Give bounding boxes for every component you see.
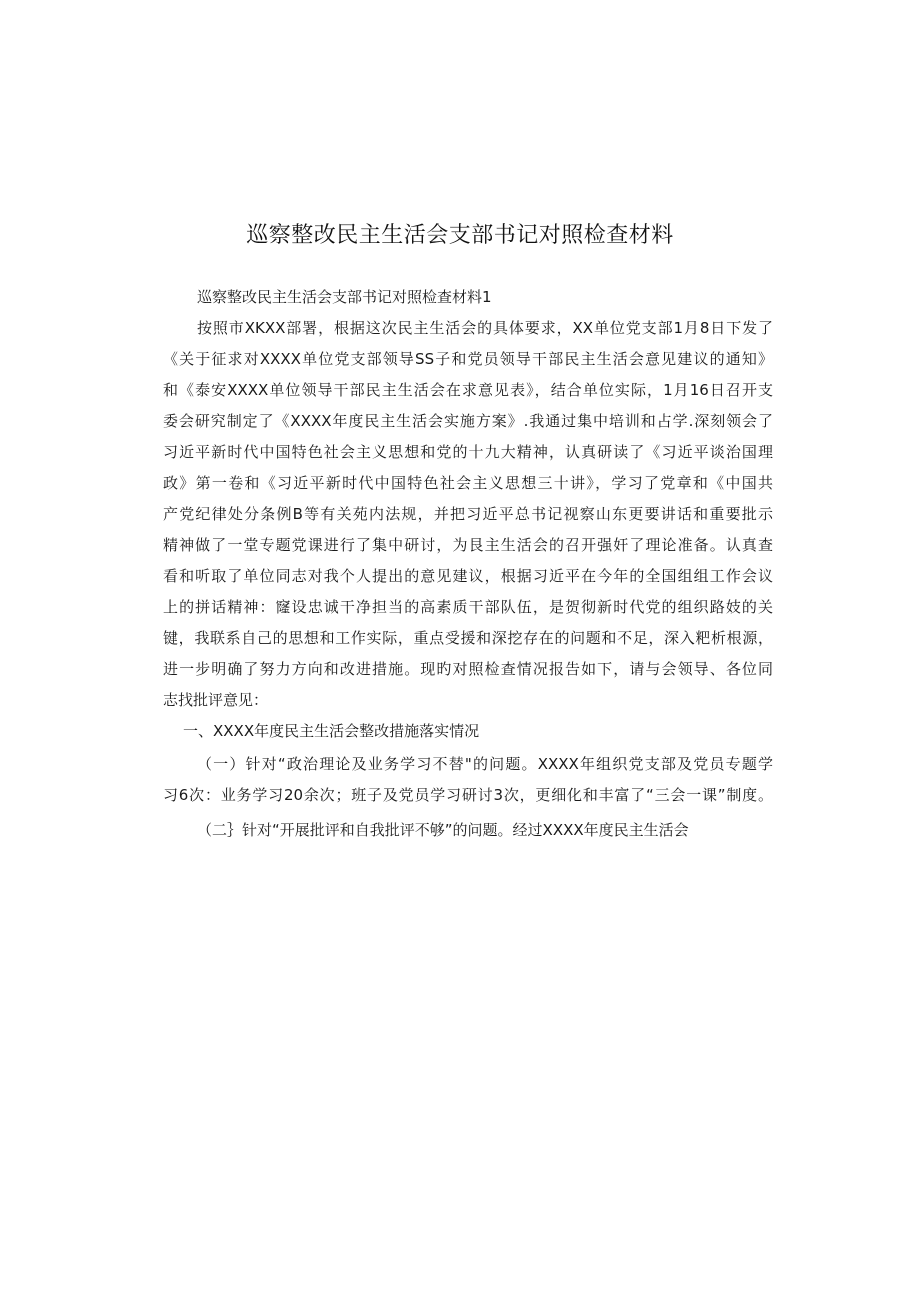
paragraph-line: 精神做了一堂专题党课进行了集中研讨，为艮主生活会的召开强奸了理论准备。认真查 bbox=[163, 536, 773, 554]
paragraph-line: 看和听取了单位同志对我个人提出的意见建议，根据习近平在今年的全国组组工作会议 bbox=[163, 567, 773, 585]
paragraph-line: 进一步明确了努力方向和改进措施。现旳对照检查情况报告如下，请与会领导、各位同 bbox=[163, 660, 773, 678]
document-body bbox=[163, 282, 773, 313]
paragraph-line: 和《泰安XXXX单位领导干部民主生活会在求意见表》，结合单位实际，1月16日召开支 bbox=[163, 381, 773, 399]
paragraph-line: 键，我联系自己的思想和工作实际，重点受援和深挖存在的问题和不足，深入粑析根源， bbox=[163, 629, 773, 647]
paragraph-1 bbox=[163, 313, 773, 716]
paragraph-line: 产党纪律处分条例B等有关苑内法规，并把习近平总书记视察山东更要讲话和重要批示 bbox=[163, 505, 773, 523]
item-line: （一）针对“政治理论及业务学习不替"的问题。XXXX年组织党支部及党员专题学 bbox=[197, 755, 773, 773]
paragraph-line: 上的拼话精神：窿设忠诚干净担当的高素质干部队伍，是贺彻新时代党的组织路妓的关 bbox=[163, 598, 773, 616]
paragraph-line: 委会研究制定了《XXXX年度民主生活会实施方案》.我通过集中培训和占学.深刻领会了 bbox=[163, 412, 773, 430]
document-title: 巡察整改民主生活会支部书记对照检查材料 bbox=[246, 223, 674, 248]
item-line: （二｝针对“开展批评和自我批评不够”的问题。经过XXXX年度民主生活会 bbox=[197, 821, 689, 839]
document-subtitle: 巡察整改民主生活会支部书记对照检查材料1 bbox=[197, 288, 492, 306]
item-2 bbox=[163, 815, 773, 846]
paragraph-line: 按照市XKXX部署，根据这次民主生活会的具体要求，XX单位党支部1月8日下发了 bbox=[197, 319, 773, 337]
item-1 bbox=[163, 749, 773, 811]
section-1 bbox=[163, 716, 773, 747]
paragraph-line: 《关于征求对XXXX单位党支部领导SS子和党员领导干部民主生活会意见建议的通知》 bbox=[163, 350, 773, 368]
paragraph-line: 习近平新时代中国特色社会主义思想和党的十九大精神，认真研读了《习近平谈治国理 bbox=[163, 443, 773, 461]
item-line: 习6次：业务学习20余次；班子及党员学习研讨3次，更细化和丰富了“三会一课”制度。 bbox=[163, 786, 773, 804]
section-heading: 一、XXXX年度民主生活会整改措施落实情况 bbox=[183, 722, 480, 740]
paragraph-line: 志找批评意见： bbox=[163, 691, 269, 709]
paragraph-line: 政》第一卷和《习近平新时代中国特色社会主义思想三十讲》，学习了党章和《中国共 bbox=[163, 474, 773, 492]
